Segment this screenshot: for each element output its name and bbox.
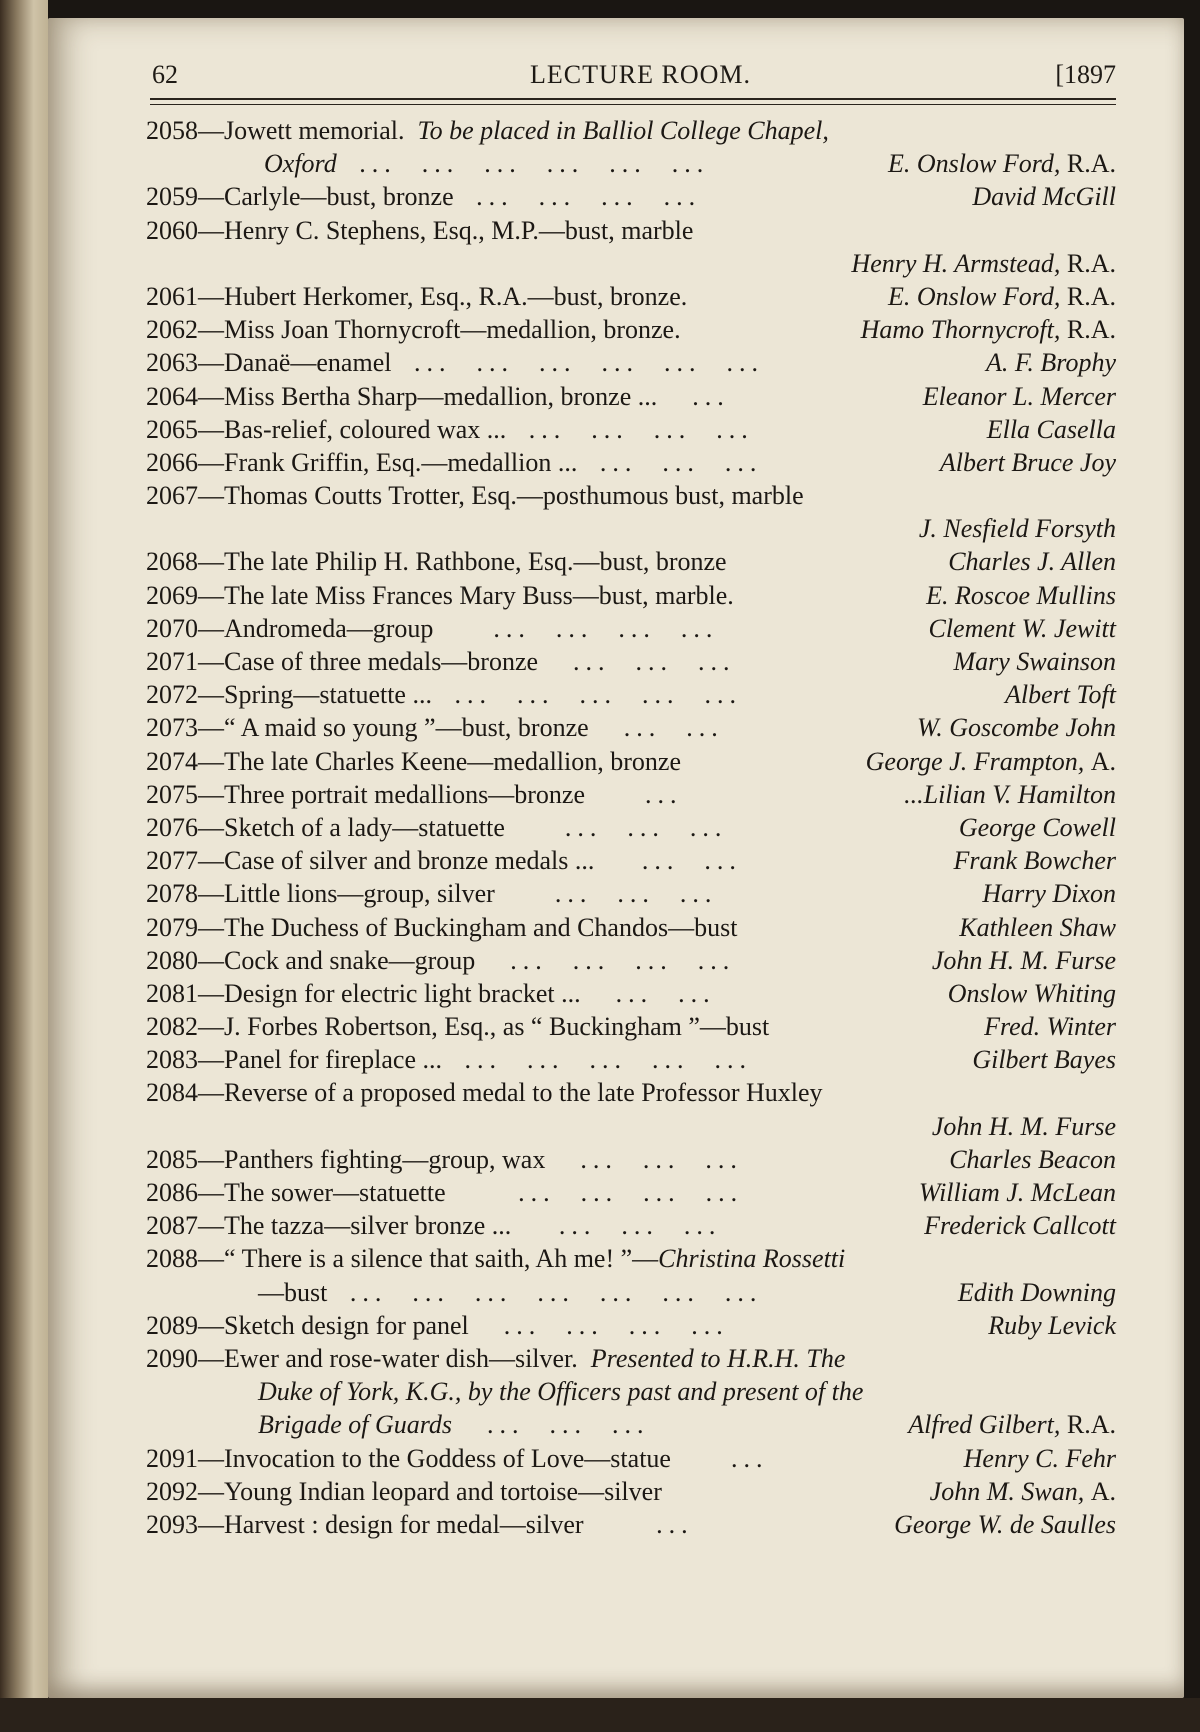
entry-number: 2062 xyxy=(146,315,198,345)
page-year: [1897 xyxy=(1055,60,1116,89)
entry-number: 2059 xyxy=(146,182,198,212)
entry-number: 2067 xyxy=(146,481,198,511)
catalogue-entry: 2066—Frank Griffin, Esq.—medallion ... ... ... ... Albert Bruce Joy xyxy=(146,446,1116,479)
entry-title: Young Indian leopard and tortoise—silver xyxy=(224,1476,662,1506)
catalogue-entry: 2072—Spring—statuette ... ... ... ... ... ... Albert Toft xyxy=(146,678,1116,711)
entry-artist: Gilbert Bayes xyxy=(972,1045,1116,1075)
entry-number: 2089 xyxy=(146,1310,198,1340)
catalogue-entry: 2071—Case of three medals—bronze ... ... ... Mary Swainson xyxy=(146,645,1116,678)
entry-title: “ A maid so young ”—bust, bronze xyxy=(224,713,589,743)
entry-artist: E. Roscoe Mullins xyxy=(926,580,1116,610)
entry-artist: Ruby Levick xyxy=(988,1310,1116,1340)
catalogue-entry: 2080—Cock and snake—group ... ... ... ... John H. M. Furse xyxy=(146,944,1116,977)
entry-title: Spring—statuette ... xyxy=(224,680,432,710)
catalogue-entry: 2090—Ewer and rose-water dish—silver. Presented to H.R.H. The Duke of York, K.G., by the Officers past and present of the Brigade of Guards ... ... ... Alfred Gilbert, R.A. xyxy=(146,1342,1116,1442)
entry-note: Presented to H.R.H. The xyxy=(590,1343,846,1373)
entry-title: Cock and snake—group xyxy=(224,945,476,975)
entry-artist-suffix: R.A. xyxy=(1066,248,1116,278)
entry-number: 2078 xyxy=(146,879,198,909)
entry-note-continued: Duke of York, K.G., by the Officers past and present of the xyxy=(258,1377,864,1407)
catalogue-entry: 2092—Young Indian leopard and tortoise—silver John M. Swan, A. xyxy=(146,1475,1116,1508)
entry-number: 2076 xyxy=(146,812,198,842)
entry-number: 2066 xyxy=(146,447,198,477)
catalogue-entry: 2062—Miss Joan Thornycroft—medallion, bronze. Hamo Thornycroft, R.A. xyxy=(146,313,1116,346)
entry-title: J. Forbes Robertson, Esq., as “ Buckingham ”—bust xyxy=(224,1012,770,1042)
catalogue-entry: 2086—The sower—statuette ... ... ... ... William J. McLean xyxy=(146,1176,1116,1209)
entry-title: Ewer and rose-water dish—silver. xyxy=(224,1343,578,1373)
entry-note: Christina Rossetti xyxy=(658,1244,846,1274)
entry-artist: Albert Bruce Joy xyxy=(939,447,1116,477)
catalogue-entry: 2068—The late Philip H. Rathbone, Esq.—bust, bronze Charles J. Allen xyxy=(146,545,1116,578)
entry-artist: Onslow Whiting xyxy=(947,978,1116,1008)
page-title: LECTURE ROOM. xyxy=(530,60,751,89)
entry-number: 2058 xyxy=(146,116,198,145)
catalogue-entry: 2078—Little lions—group, silver ... ... ... Harry Dixon xyxy=(146,877,1116,910)
entry-artist: A. F. Brophy xyxy=(986,348,1116,378)
entry-title: The Duchess of Buckingham and Chandos—bust xyxy=(224,912,738,942)
entry-title: The sower—statuette xyxy=(224,1178,446,1207)
entry-number: 2072 xyxy=(146,680,198,710)
catalogue-entry: 2059—Carlyle—bust, bronze ... ... ... ... David McGill xyxy=(146,180,1116,213)
entry-title: Sketch of a lady—statuette xyxy=(224,812,505,842)
catalogue-entry: 2089—Sketch design for panel ... ... ... ... Ruby Levick xyxy=(146,1309,1116,1342)
entry-title: The late Charles Keene—medallion, bronze xyxy=(224,746,681,776)
catalogue-entry: 2079—The Duchess of Buckingham and Chandos—bust Kathleen Shaw xyxy=(146,911,1116,944)
entry-title: Andromeda—group xyxy=(224,613,434,643)
catalogue-entry: 2074—The late Charles Keene—medallion, bronze George J. Frampton, A. xyxy=(146,745,1116,778)
catalogue-entry: 2064—Miss Bertha Sharp—medallion, bronze ... ... Eleanor L. Mercer xyxy=(146,380,1116,413)
catalogue-entries xyxy=(146,114,1116,1541)
entry-number: 2068 xyxy=(146,547,198,577)
entry-artist-suffix: A. xyxy=(1090,1476,1116,1506)
page-bottom-edge xyxy=(0,1698,1200,1732)
entry-artist: Henry H. Armstead, xyxy=(851,248,1061,278)
entry-number: 2063 xyxy=(146,348,198,378)
entry-artist: Henry C. Fehr xyxy=(963,1443,1116,1473)
entry-title: Frank Griffin, Esq.—medallion ... xyxy=(224,447,578,477)
entry-note-continued: Brigade of Guards xyxy=(258,1410,453,1440)
catalogue-entry: 2076—Sketch of a lady—statuette ... ... ... George Cowell xyxy=(146,811,1116,844)
entry-title: Reverse of a proposed medal to the late Professor Huxley xyxy=(224,1078,823,1108)
entry-artist: John M. Swan, xyxy=(929,1476,1085,1506)
entry-number: 2073 xyxy=(146,713,198,743)
entry-number: 2083 xyxy=(146,1045,198,1075)
entry-artist: Frank Bowcher xyxy=(953,846,1116,876)
entry-note: To be placed in Balliol College Chapel, xyxy=(417,116,829,145)
catalogue-entry: 2075—Three portrait medallions—bronze ... ...Lilian V. Hamilton xyxy=(146,778,1116,811)
book-spine-shadow xyxy=(0,0,48,1732)
entry-artist: W. Goscombe John xyxy=(916,713,1116,743)
entry-artist-wrap xyxy=(866,745,1116,778)
catalogue-entry: 2085—Panthers fighting—group, wax ... ... ... Charles Beacon xyxy=(146,1143,1116,1176)
entry-number: 2070 xyxy=(146,613,198,643)
entry-artist-wrap xyxy=(861,313,1116,346)
catalogue-entry: 2083—Panel for fireplace ... ... ... ... ... ... Gilbert Bayes xyxy=(146,1043,1116,1076)
entry-note-continued: Oxford xyxy=(264,149,337,179)
catalogue-entry: 2067—Thomas Coutts Trotter, Esq.—posthumous bust, marble J. Nesfield Forsyth xyxy=(146,479,1116,545)
entry-title: Miss Bertha Sharp—medallion, bronze ... xyxy=(224,381,658,411)
entry-title: Jowett memorial. xyxy=(224,116,405,145)
catalogue-entry: 2069—The late Miss Frances Mary Buss—bust, marble. E. Roscoe Mullins xyxy=(146,579,1116,612)
entry-title: Sketch design for panel xyxy=(224,1310,469,1340)
entry-number: 2085 xyxy=(146,1144,198,1174)
page-number: 62 xyxy=(152,60,178,89)
catalogue-entry: 2091—Invocation to the Goddess of Love—statue ... Henry C. Fehr xyxy=(146,1442,1116,1475)
catalogue-entry: 2093—Harvest : design for medal—silver ... George W. de Saulles xyxy=(146,1508,1116,1541)
entry-artist: Fred. Winter xyxy=(984,1012,1116,1042)
entry-artist-suffix: R.A. xyxy=(1066,315,1116,345)
entry-title: Panel for fireplace ... xyxy=(224,1045,443,1075)
entry-artist: David McGill xyxy=(972,182,1116,212)
entry-artist: Ella Casella xyxy=(986,414,1116,444)
entry-number: 2079 xyxy=(146,912,198,942)
catalogue-entry: 2065—Bas-relief, coloured wax ... ... ... ... ... Ella Casella xyxy=(146,413,1116,446)
entry-artist: E. Onslow Ford, xyxy=(887,281,1061,311)
catalogue-entry: 2084—Reverse of a proposed medal to the late Professor Huxley John H. M. Furse xyxy=(146,1076,1116,1142)
entry-title: The late Miss Frances Mary Buss—bust, marble. xyxy=(224,580,734,610)
catalogue-entry: 2060—Henry C. Stephens, Esq., M.P.—bust, marble Henry H. Armstead, R.A. xyxy=(146,214,1116,280)
entry-title: Panthers fighting—group, wax xyxy=(224,1144,546,1174)
entry-number: 2092 xyxy=(146,1476,198,1506)
entry-number: 2075 xyxy=(146,779,198,809)
entry-artist-wrap xyxy=(888,147,1116,180)
entry-title: Henry C. Stephens, Esq., M.P.—bust, marble xyxy=(224,215,694,245)
entry-title: Hubert Herkomer, Esq., R.A.—bust, bronze. xyxy=(224,281,688,311)
entry-number: 2082 xyxy=(146,1012,198,1042)
catalogue-entry: 2087—The tazza—silver bronze ... ... ... ... Frederick Callcott xyxy=(146,1209,1116,1242)
entry-title: The late Philip H. Rathbone, Esq.—bust, bronze xyxy=(224,547,727,577)
entry-artist: Frederick Callcott xyxy=(924,1211,1116,1241)
entry-title: The tazza—silver bronze ... xyxy=(224,1211,512,1241)
catalogue-entry: 2073—“ A maid so young ”—bust, bronze ... ... W. Goscombe John xyxy=(146,711,1116,744)
entry-artist-suffix: A. xyxy=(1090,746,1116,776)
entry-artist: George J. Frampton, xyxy=(865,746,1085,776)
entry-number: 2081 xyxy=(146,978,198,1008)
entry-number: 2077 xyxy=(146,846,198,876)
entry-title: Invocation to the Goddess of Love—statue xyxy=(224,1443,671,1473)
entry-artist-wrap xyxy=(908,1408,1116,1441)
entry-title: Case of silver and bronze medals ... xyxy=(224,846,595,876)
catalogue-entry: 2081—Design for electric light bracket ... ... ... Onslow Whiting xyxy=(146,977,1116,1010)
entry-number: 2074 xyxy=(146,746,198,776)
entry-artist: George W. de Saulles xyxy=(894,1509,1116,1539)
entry-number: 2090 xyxy=(146,1343,198,1373)
catalogue-entry: 2088—“ There is a silence that saith, Ah me! ”—Christina Rossetti —bust ... ... ... ... ... ... ... Edith Downing xyxy=(146,1242,1116,1308)
catalogue-entry: 2077—Case of silver and bronze medals ... ... ... Frank Bowcher xyxy=(146,844,1116,877)
entry-number: 2093 xyxy=(146,1509,198,1539)
entry-title: Thomas Coutts Trotter, Esq.—posthumous bust, marble xyxy=(224,481,804,511)
entry-number: 2069 xyxy=(146,580,198,610)
entry-number: 2091 xyxy=(146,1443,198,1473)
catalogue-entry: 2058—Jowett memorial. To be placed in Balliol College Chapel, Oxford ... ... ... ... ... ... E. Onslow Ford, R.A. xyxy=(146,114,1116,180)
entry-artist: Charles Beacon xyxy=(949,1144,1116,1174)
entry-title: Bas-relief, coloured wax ... xyxy=(224,414,507,444)
entry-artist: Charles J. Allen xyxy=(948,547,1116,577)
entry-artist: E. Onslow Ford, xyxy=(887,149,1061,179)
entry-artist: Eleanor L. Mercer xyxy=(922,381,1116,411)
entry-title: Carlyle—bust, bronze xyxy=(224,182,454,212)
entry-title: Design for electric light bracket ... xyxy=(224,978,581,1008)
catalogue-entry: 2063—Danaë—enamel ... ... ... ... ... ... A. F. Brophy xyxy=(146,346,1116,379)
page-header xyxy=(100,56,1120,96)
entry-artist: Harry Dixon xyxy=(982,879,1116,909)
entry-number: 2071 xyxy=(146,647,198,676)
entry-artist: John H. M. Furse xyxy=(931,945,1116,975)
entry-artist-suffix: R.A. xyxy=(1066,1410,1116,1440)
entry-artist-suffix: R.A. xyxy=(1066,281,1116,311)
entry-title: Miss Joan Thornycroft—medallion, bronze. xyxy=(224,315,681,345)
entry-artist-suffix: R.A. xyxy=(1066,149,1116,179)
entry-artist: John H. M. Furse xyxy=(931,1111,1116,1141)
entry-artist: Albert Toft xyxy=(1004,680,1116,710)
entry-title: Harvest : design for medal—silver xyxy=(224,1509,584,1539)
entry-artist: George Cowell xyxy=(958,812,1116,842)
catalogue-entry: 2070—Andromeda—group ... ... ... ... Clement W. Jewitt xyxy=(146,612,1116,645)
entry-artist: J. Nesfield Forsyth xyxy=(918,514,1116,544)
entry-title: “ There is a silence that saith, Ah me! ”— xyxy=(224,1244,659,1274)
entry-number: 2065 xyxy=(146,414,198,444)
entry-number: 2061 xyxy=(146,281,198,311)
entry-artist: Hamo Thornycroft, xyxy=(860,315,1061,345)
entry-number: 2060 xyxy=(146,215,198,245)
catalogue-entry: 2082—J. Forbes Robertson, Esq., as “ Buckingham ”—bust Fred. Winter xyxy=(146,1010,1116,1043)
entry-title: Case of three medals—bronze xyxy=(224,647,539,676)
entry-title: Little lions—group, silver xyxy=(224,879,495,909)
entry-artist: Mary Swainson xyxy=(953,647,1116,676)
entry-artist: Edith Downing xyxy=(957,1277,1116,1307)
entry-title: Danaë—enamel xyxy=(224,348,392,378)
entry-artist: William J. McLean xyxy=(918,1178,1116,1207)
entry-artist: Kathleen Shaw xyxy=(959,912,1116,942)
entry-number: 2080 xyxy=(146,945,198,975)
entry-number: 2084 xyxy=(146,1078,198,1108)
entry-artist-wrap xyxy=(930,1475,1116,1508)
entry-number: 2088 xyxy=(146,1244,198,1274)
entry-number: 2064 xyxy=(146,381,198,411)
entry-number: 2087 xyxy=(146,1211,198,1241)
entry-number: 2086 xyxy=(146,1178,198,1207)
entry-artist: Clement W. Jewitt xyxy=(928,613,1116,643)
catalogue-entry: 2061—Hubert Herkomer, Esq., R.A.—bust, bronze. E. Onslow Ford, R.A. xyxy=(146,280,1116,313)
header-rule-thick xyxy=(150,98,1116,100)
entry-artist: ...Lilian V. Hamilton xyxy=(904,779,1116,809)
entry-title: Three portrait medallions—bronze xyxy=(224,779,585,809)
entry-artist-wrap xyxy=(851,247,1116,280)
entry-artist: Alfred Gilbert, xyxy=(908,1410,1061,1440)
entry-artist-wrap xyxy=(888,280,1116,313)
entry-title-continued: —bust xyxy=(258,1277,328,1307)
header-rule-thin xyxy=(150,104,1116,105)
